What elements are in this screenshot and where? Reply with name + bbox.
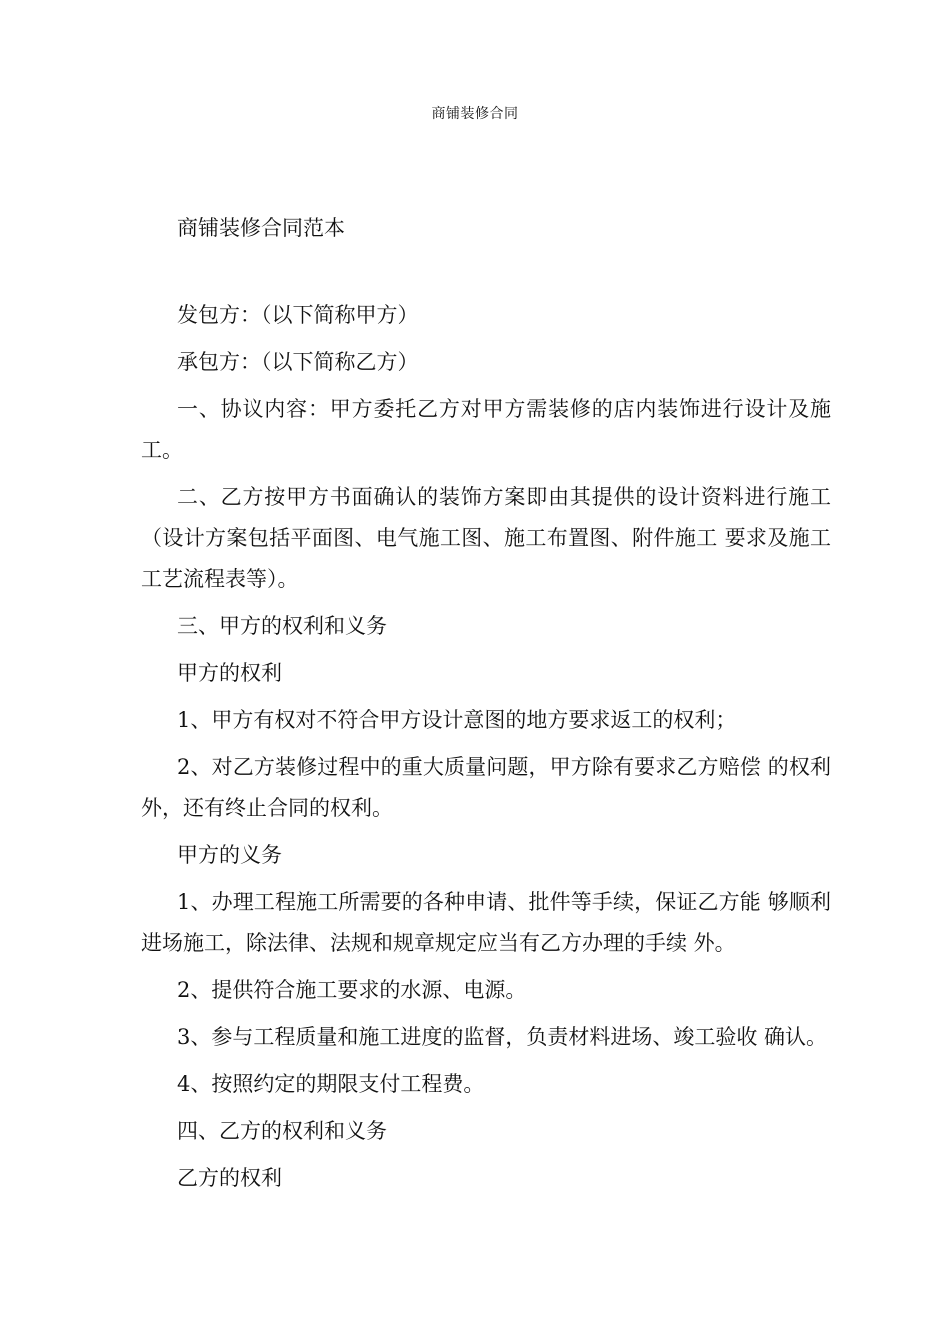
list-item: 3、参与工程质量和施工进度的监督，负责材料进场、竣工验收 确认。 bbox=[177, 1025, 828, 1049]
subheading-party-a-rights: 甲方的权利 bbox=[177, 661, 282, 685]
running-header: 商铺装修合同 bbox=[431, 106, 519, 122]
list-item: 1、甲方有权对不符合甲方设计意图的地方要求返工的权利； bbox=[177, 708, 737, 732]
list-item: 1、办理工程施工所需要的各种申请、批件等手续，保证乙方能 够顺利进场施工，除法律、法规和规章规定应当有乙方办理的手续 外。 bbox=[141, 890, 831, 955]
list-item: 2、对乙方装修过程中的重大质量问题，甲方除有要求乙方赔偿 的权利外，还有终止合同的权利。 bbox=[141, 755, 831, 820]
document-title: 商铺装修合同范本 bbox=[177, 216, 345, 240]
paragraph-contractor-a: 发包方：（以下简称甲方） bbox=[177, 303, 419, 327]
list-item: 2、提供符合施工要求的水源、电源。 bbox=[177, 978, 527, 1002]
subheading-party-b-rights: 乙方的权利 bbox=[177, 1166, 282, 1190]
subheading-party-a-obligations: 甲方的义务 bbox=[177, 843, 282, 867]
heading-party-a-rights-obligations: 三、甲方的权利和义务 bbox=[177, 614, 387, 638]
paragraph-contractor-b: 承包方：（以下简称乙方） bbox=[177, 350, 419, 374]
paragraph-construction-scope: 二、乙方按甲方书面确认的装饰方案即由其提供的设计资料进行施工（设计方案包括平面图、电气施工图、施工布置图、附件施工 要求及施工工艺流程表等）。 bbox=[141, 485, 831, 591]
paragraph-agreement-content: 一、协议内容：甲方委托乙方对甲方需装修的店内装饰进行设计及施工。 bbox=[141, 397, 831, 462]
heading-party-b-rights-obligations: 四、乙方的权利和义务 bbox=[177, 1119, 387, 1143]
list-item: 4、按照约定的期限支付工程费。 bbox=[177, 1072, 485, 1096]
document-body bbox=[141, 208, 831, 1205]
